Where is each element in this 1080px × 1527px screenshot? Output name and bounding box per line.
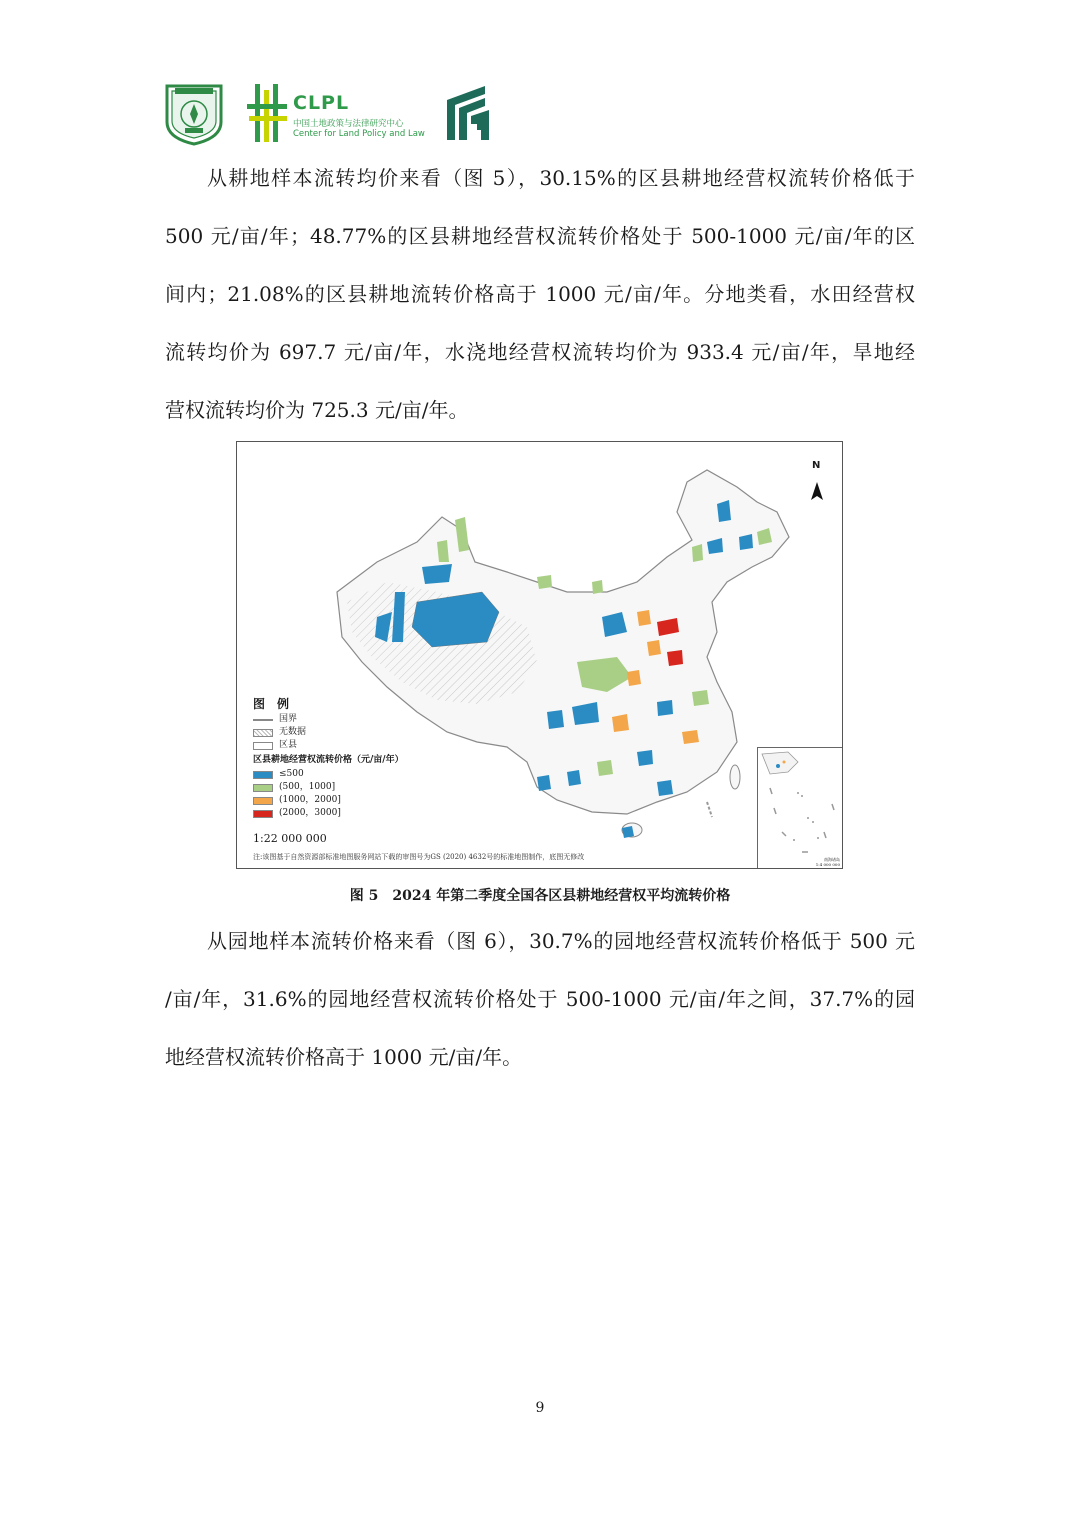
map-note: 注:该图基于自然资源部标准地图服务网站下载的审图号为GS (2020) 4632号的标准地图制作，底图无修改 [253, 853, 585, 861]
page-number: 9 [535, 1400, 545, 1416]
legend-swatch [253, 810, 273, 818]
legend-swatch [253, 771, 273, 779]
text-line: 地经营权流转价格高于 1000 元/亩/年。 [165, 1045, 523, 1069]
clpl-logo [247, 80, 425, 146]
north-arrow-icon [811, 482, 823, 500]
inset-map [758, 748, 842, 868]
legend-row-boundary [253, 713, 404, 726]
figure-caption: 图 5 2024 年第二季度全国各区县耕地经营权平均流转价格 [349, 888, 731, 904]
legend-label: 无数据 [279, 727, 307, 737]
north-label: N [812, 460, 821, 471]
text-line: 500 元/亩/年；48.77%的区县耕地经营权流转价格处于 500-1000 元/亩/年的区 [165, 224, 915, 248]
page-header [163, 80, 563, 150]
text-line: 从耕地样本流转均价来看（图 5），30.15%的区县耕地经营权流转价格低于 [207, 166, 915, 190]
clpl-title: CLPL [293, 92, 350, 114]
text-line: 从园地样本流转价格来看（图 6），30.7%的园地经营权流转价格低于 500 元 [207, 929, 915, 953]
legend-label: (1000，2000] [279, 795, 341, 805]
clpl-subtitle-cn: 中国土地政策与法律研究中心 [293, 119, 404, 129]
map-legend [253, 698, 404, 820]
text-line: 间内；21.08%的区县耕地流转价格高于 1000 元/亩/年。分地类看，水田经营权 [165, 282, 915, 306]
text-line: 营权流转均价为 725.3 元/亩/年。 [165, 398, 469, 422]
legend-label: ≤500 [279, 769, 304, 779]
text-line: 流转均价为 697.7 元/亩/年，水浇地经营权流转均价为 933.4 元/亩/年，旱地经 [165, 340, 915, 364]
legend-row-class [253, 794, 404, 807]
clpl-mark-icon [247, 82, 289, 144]
text-line: /亩/年，31.6%的园地经营权流转价格处于 500-1000 元/亩/年之间，37.7%的园 [165, 987, 915, 1011]
inset-label-scale: 1:4 000 000 [815, 862, 840, 867]
legend-label: 区县 [279, 740, 298, 750]
south-china-sea-inset [757, 747, 843, 869]
university-seal-logo [163, 82, 225, 146]
legend-swatch [253, 797, 273, 805]
legend-row-class [253, 768, 404, 781]
legend-label: (2000，3000] [279, 808, 341, 818]
legend-swatch [253, 784, 273, 792]
legend-subtitle: 区县耕地经营权流转价格（元/亩/年） [253, 755, 404, 765]
map-scale: 1:22 000 000 [253, 832, 327, 845]
legend-label: 国界 [279, 714, 298, 724]
legend-row-class [253, 807, 404, 820]
paragraph-orchard-land [165, 912, 915, 1086]
legend-row-class [253, 781, 404, 794]
legend-row-nodata [253, 726, 404, 739]
inset-label-name: 南海诸岛 [824, 857, 840, 862]
legend-title: 图 例 [253, 697, 290, 711]
clpl-subtitle-en: Center for Land Policy and Law [293, 129, 425, 139]
inset-label [816, 857, 840, 867]
legend-label: (500，1000] [279, 782, 336, 792]
legend-row-county [253, 739, 404, 752]
figure-map [236, 441, 843, 869]
building-logo-icon [445, 84, 491, 142]
paragraph-arable-land [165, 149, 915, 439]
